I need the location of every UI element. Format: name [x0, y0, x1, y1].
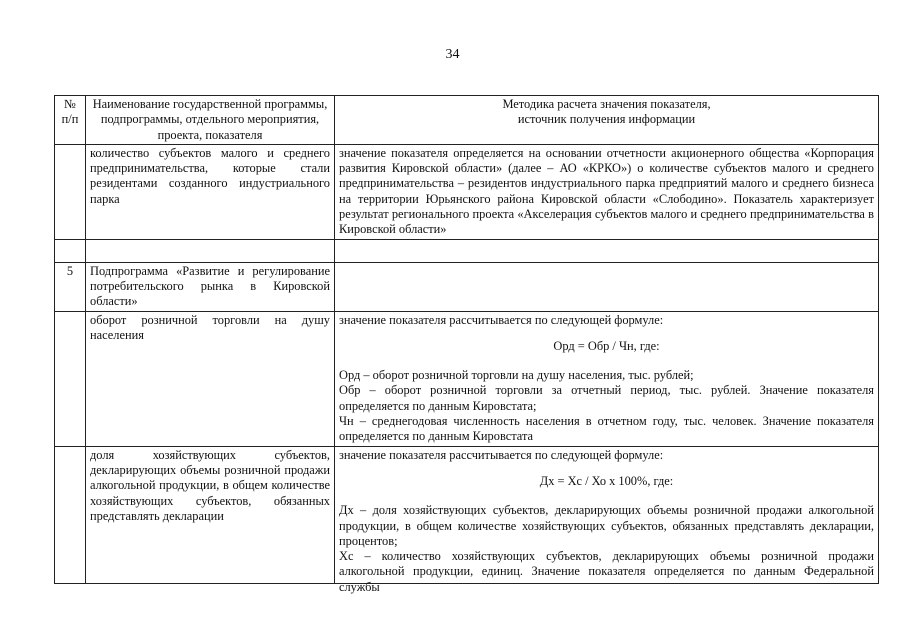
header-name: Наименование государственной программы, подпрограммы, отдельного мероприятия, проекта, показателя [86, 96, 335, 145]
header-method [335, 96, 879, 145]
table-spacer-row [55, 239, 879, 262]
page-number: 34 [445, 47, 460, 62]
formula-definition: Хс – количество хозяйствующих субъектов, декларирующих объемы розничной продажи алкогольной продукции, единиц. Значение показателя определяется по данным Федеральной службы [339, 549, 874, 594]
indicator-name: количество субъектов малого и среднего предпринимательства, которые стали резидентами созданного индустриального парка [86, 144, 335, 239]
subprogram-method [335, 262, 879, 311]
formula-intro: значение показателя рассчитывается по следующей формуле: [339, 447, 664, 462]
indicator-name: доля хозяйствующих субъектов, декларирующих объемы розничной продажи алкогольной продукции, в общем количестве хозяйствующих субъектов, обязанных представлять декларации [86, 446, 335, 583]
row-number [55, 144, 86, 239]
formula-definition: Обр – оборот розничной торговли за отчетный период, тыс. рублей. Значение показателя определяется по данным Кировстата; [339, 383, 874, 413]
table-row [55, 262, 879, 311]
formula-definition: Дх – доля хозяйствующих субъектов, декларирующих объемы розничной продажи алкогольной продукции, в общем количестве хозяйствующих субъектов, обязанных представлять декларации, процентов; [339, 503, 874, 548]
formula-definition: Чн – среднегодовая численность населения в отчетном году, тыс. человек. Значение показателя определяется по данным Кировстата [339, 414, 874, 444]
indicator-method [335, 311, 879, 446]
formula-definition: Орд – оборот розничной торговли на душу населения, тыс. рублей; [339, 368, 694, 383]
indicator-methodology-table [54, 95, 879, 594]
table-row [55, 144, 879, 239]
header-method-line1: Методика расчета значения показателя, [502, 97, 711, 111]
table-header-row [55, 96, 879, 145]
header-method-line2: источник получения информации [517, 112, 696, 127]
header-number: № п/п [55, 96, 86, 145]
indicator-method [335, 446, 879, 594]
formula: Дх = Хс / Хо х 100%, где: [539, 473, 674, 488]
formula: Орд = Обр / Чн, где: [553, 338, 660, 353]
table-row [55, 311, 879, 446]
subprogram-name: Подпрограмма «Развитие и регулирование потребительского рынка в Кировской области» [86, 262, 335, 311]
indicator-name: оборот розничной торговли на душу населения [86, 311, 335, 446]
table-row [55, 446, 879, 583]
indicator-method: значение показателя определяется на основании отчетности акционерного общества «Корпорация развития Кировской области» (далее – АО «КРКО») о количестве субъектов малого и среднего предпринимательства – резидентов индустриального парка предприятий малого и среднего бизнеса на территории Юрьянского района Кировской области «Слободино». Показатель характеризует результат регионального проекта «Акселерация субъектов малого и среднего предпринимательства в Кировской области» [335, 144, 879, 239]
row-number: 5 [55, 262, 86, 311]
formula-intro: значение показателя рассчитывается по следующей формуле: [339, 312, 664, 327]
